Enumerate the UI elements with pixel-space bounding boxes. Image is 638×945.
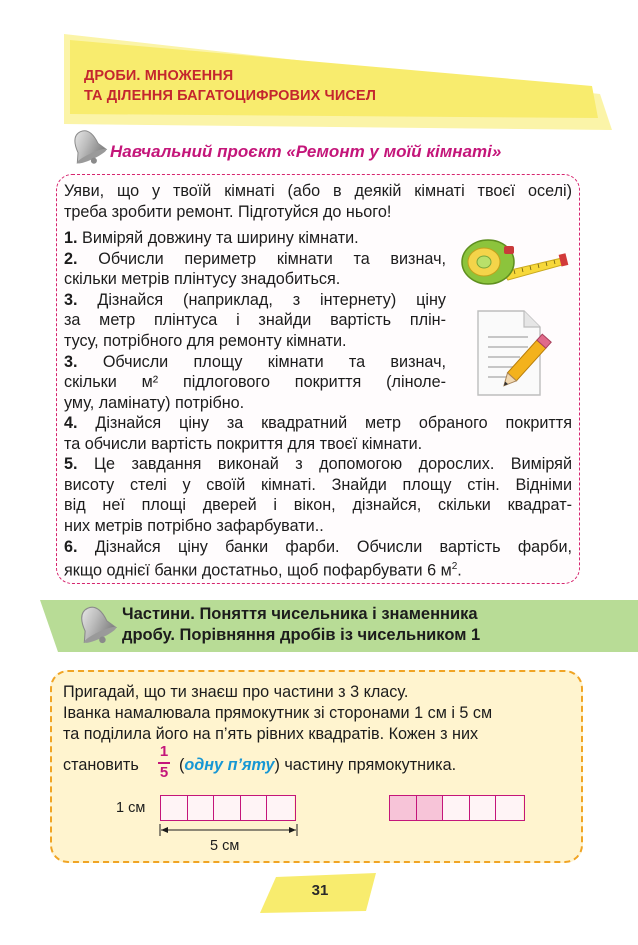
task-list-narrow [64,228,446,413]
grid-cell [443,796,470,820]
task-list-wide [64,413,572,581]
reminder-line2: Іванка намалювала прямокутник зі сторонами 1 см і 5 см [63,704,493,722]
section2-title-line2: дробу. Порівняння дробів із чисельником 1 [122,626,481,644]
width-label: 5 см [210,838,240,854]
task-number: 5. [64,455,78,474]
bell-icon [66,126,110,170]
grid-cell-filled [417,796,444,820]
task-text: Обчисли периметр кімнати та визнач, [98,249,446,268]
project-title: Навчальний проєкт «Ремонт у моїй кімнаті» [110,142,502,161]
bell-icon [72,602,120,650]
width-dimension-arrow [158,822,300,838]
task-text: від неї площі дверей і вікон, дізнайся, скільки квадрат- [64,496,572,515]
project-intro [64,181,572,222]
section2-title [122,604,480,646]
italic-fraction-words: одну п’яту [184,756,275,774]
rectangle-grid-1 [160,795,296,821]
grid-cell [214,796,241,820]
task-item-1 [64,228,446,249]
reminder-line4-rest [179,755,456,776]
task-text: . [457,561,462,580]
task-item-6 [64,537,572,582]
task-number: 3. [64,290,78,309]
task-text: Дізнайся (наприклад, з інтернету) ціну [97,290,446,309]
fraction-denominator: 5 [159,764,169,781]
chapter-title [84,66,376,106]
grid-cell [241,796,268,820]
task-text: скільки метрів плінтусу знадобиться. [64,270,341,289]
task-number: 4. [64,414,78,432]
task-item-3 [64,290,446,352]
task-text: уму, ламінату) потрібно. [64,393,245,412]
grid-cell [188,796,215,820]
task-item-3b [64,352,446,414]
grid-cell-filled [390,796,417,820]
fraction-numerator: 1 [159,743,169,760]
intro-line: треба зробити ремонт. Підготуйся до нього! [64,202,392,221]
task-number: 1. [64,229,78,247]
task-text: за метр плінтуса і знайди вартість плін- [64,311,446,330]
task-text: якщо однієї банки достатньо, щоб пофарбувати 6 м [64,561,452,580]
intro-line: Уяви, що у твоїй кімнаті (або в деякій кімнаті твоєї оселі) [64,182,572,200]
task-text: Дізнайся ціну за квадратний метр обраного покриття [95,414,572,432]
chapter-title-line2: ТА ДІЛЕННЯ БАГАТОЦИФРОВИХ ЧИСЕЛ [84,88,376,104]
task-number: 2. [64,249,78,268]
task-text: Дізнайся ціну банки фарби. Обчисли вартість фарби, [94,537,572,556]
reminder-line3: та поділила його на п’ять рівних квадратів. Кожен з них [63,725,479,743]
reminder-line4-prefix: становить [63,756,139,774]
task-number: 6. [64,537,78,556]
chapter-title-line1: ДРОБИ. МНОЖЕННЯ [84,68,234,84]
task-text: тусу, потрібного для ремонту кімнати. [64,331,347,350]
grid-cell [161,796,188,820]
task-text: Обчисли площу кімнати та визнач, [102,352,447,371]
task-item-5 [64,454,572,536]
task-text: Це завдання виконай з допомогою дорослих. Виміряй [94,455,572,474]
grid-cell [267,796,294,820]
task-text: висоту стелі у своїй кімнаті. Знайди площу стін. Відніми [64,475,572,494]
grid-cell [470,796,497,820]
superscript: 2 [451,561,458,573]
task-text: них метрів потрібно зафарбувати.. [64,516,324,535]
grid-cell [496,796,523,820]
height-label: 1 см [116,800,146,816]
rectangle-grid-2 [389,795,525,821]
section2-title-line1: Частини. Поняття чисельника і знаменника [122,605,478,623]
document-pencil-icon [470,305,560,401]
paren-open: ( [179,756,185,774]
task-text: Виміряй довжину та ширину кімнати. [82,229,359,247]
task-number: 3. [64,352,78,371]
reminder-line4-end: ) частину прямокутника. [274,756,457,774]
reminder-line1: Пригадай, що ти знаєш про частини з 3 класу. [63,683,409,701]
task-item-4 [64,413,572,454]
task-item-2 [64,249,446,290]
page-number: 31 [311,882,329,899]
task-text: скільки м² підлогового покриття (ліноле- [64,373,446,392]
tape-measure-icon [458,232,570,292]
chapter-banner [0,0,638,130]
task-text: та обчисли вартість покриття для твоєї кімнати. [64,434,423,453]
